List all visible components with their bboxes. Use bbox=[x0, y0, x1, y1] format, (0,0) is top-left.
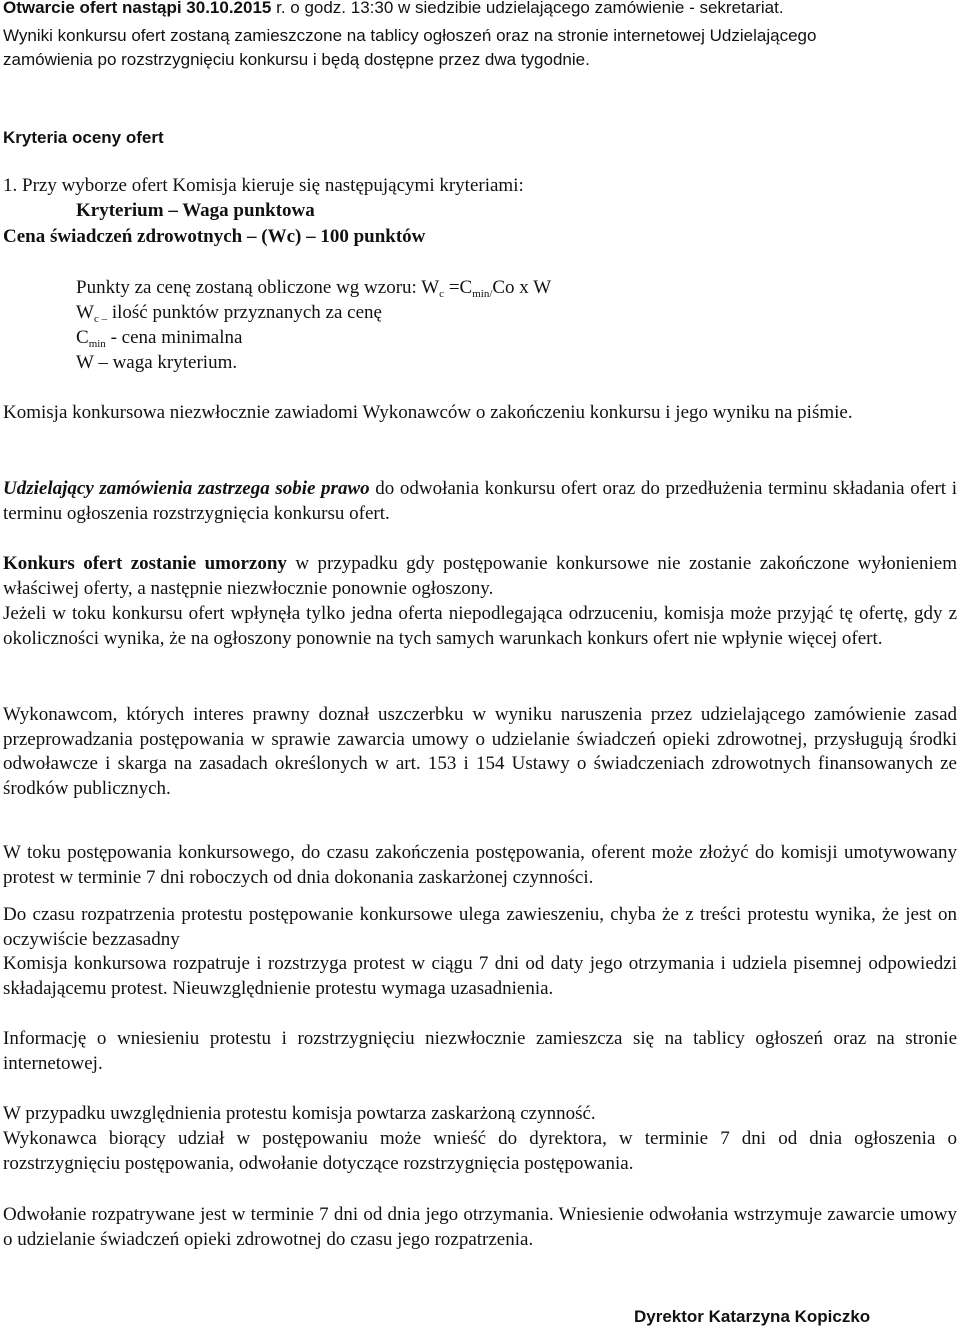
paragraph-discontinuation: Konkurs ofert zostanie umorzony w przypadku gdy postępowanie konkursowe nie zostanie zakończone wyłonieniem właściwej oferty, a następnie niezwłocznie ponownie ogłoszony. bbox=[3, 553, 957, 599]
criteria-table-header: Kryterium – Waga punktowa bbox=[76, 200, 315, 221]
signature: Dyrektor Katarzyna Kopiczko bbox=[634, 1307, 871, 1326]
paragraph-protest-accepted: W przypadku uwzględnienia protestu komisja powtarza zaskarżoną czynność. bbox=[3, 1103, 596, 1124]
paragraph-appeal-review: Odwołanie rozpatrywane jest w terminie 7 dni od dnia jego otrzymania. Wniesienie odwołania wstrzymuje zawarcie umowy o udzielanie świadczeń opieki zdrowotnej do czasu jego rozpatrzenia. bbox=[3, 1204, 957, 1250]
criteria-heading: Kryteria oceny ofert bbox=[3, 128, 164, 147]
formula-definition-cmin: $C_{min}$ - cena minimalna bbox=[76, 327, 243, 350]
results-paragraph: Wyniki konkursu ofert zostaną zamieszczone na tablicy ogłoszeń oraz na stronie internetowej Udzielającego zamówienia po rozstrzygnięciu konkursu i będą dostępne przez dwa tygodnie. bbox=[3, 26, 817, 69]
paragraph-reservation: Udzielający zamówienia zastrzega sobie prawo do odwołania konkursu ofert oraz do przedłużenia terminu składania ofert i terminu ogłoszenia rozstrzygnięcia konkursu ofert. bbox=[3, 478, 957, 524]
paragraph-legal-remedies: Wykonawcom, których interes prawny doznał uszczerbku w wyniku naruszenia przez udzielającego zamówienie zasad przeprowadzania postępowania w sprawie zawarcia umowy o udzielanie świadczeń opieki zdrowotnej, przysługują środki odwoławcze i skarga na zasadach określonych w art. 153 i 154 Ustawy o świadczeniach zdrowotnych finansowanych ze środków publicznych. bbox=[3, 704, 957, 799]
paragraph-protest-review: Komisja konkursowa rozpatruje i rozstrzyga protest w ciągu 7 dni od daty jego otrzymania i udziela pisemnej odpowiedzi składającemu protest. Nieuwzględnienie protestu wymaga uzasadnienia. bbox=[3, 953, 957, 999]
formula-definition-wc: $W_{c -}$ ilość punktów przyznanych za cenę bbox=[76, 302, 382, 325]
formula-definition-w: W – waga kryterium. bbox=[76, 352, 238, 373]
paragraph-protest-publication: Informację o wniesieniu protestu i rozstrzygnięciu niezwłocznie zamieszcza się na tablicy ogłoszeń oraz na stronie internetowej. bbox=[3, 1028, 957, 1074]
formula-line: Punkty za cenę zostaną obliczone wg wzoru: $W_c =C_{min/}Co$ x W bbox=[76, 277, 552, 300]
opening-date-line: Otwarcie ofert nastąpi 30.10.2015 r. o godz. 13:30 w siedzibie udzielającego zamówienie - sekretariat. bbox=[3, 0, 784, 17]
paragraph-protest-submission: W toku postępowania konkursowego, do czasu zakończenia postępowania, oferent może złożyć do komisji umotywowany protest w terminie 7 dni roboczych od dnia dokonania zaskarżonej czynności. bbox=[3, 842, 957, 888]
paragraph-single-offer: Jeżeli w toku konkursu ofert wpłynęła tylko jedna oferta niepodlegająca odrzuceniu, komisja może przyjąć tę ofertę, gdy z okoliczności wynika, że na ogłoszony ponownie na tych samych warunkach konkurs ofert nie wpłynie więcej ofert. bbox=[3, 603, 957, 649]
paragraph-suspension: Do czasu rozpatrzenia protestu postępowanie konkursowe ulega zawieszeniu, chyba że z treści protestu wynika, że jest on oczywiście bezzasadny bbox=[3, 904, 957, 950]
paragraph-notification: Komisja konkursowa niezwłocznie zawiadomi Wykonawców o zakończeniu konkursu i jego wyniku na piśmie. bbox=[3, 402, 853, 423]
criteria-item-1: 1. Przy wyborze ofert Komisja kieruje się następującymi kryteriami: bbox=[3, 175, 524, 196]
paragraph-appeal: Wykonawca biorący udział w postępowaniu może wnieść do dyrektora, w terminie 7 dni od dnia ogłoszenia o rozstrzygnięciu postępowania, odwołanie dotyczące rozstrzygnięcia postępowania. bbox=[3, 1128, 957, 1174]
criteria-table-row: Cena świadczeń zdrowotnych – (Wc) – 100 punktów bbox=[3, 226, 426, 247]
